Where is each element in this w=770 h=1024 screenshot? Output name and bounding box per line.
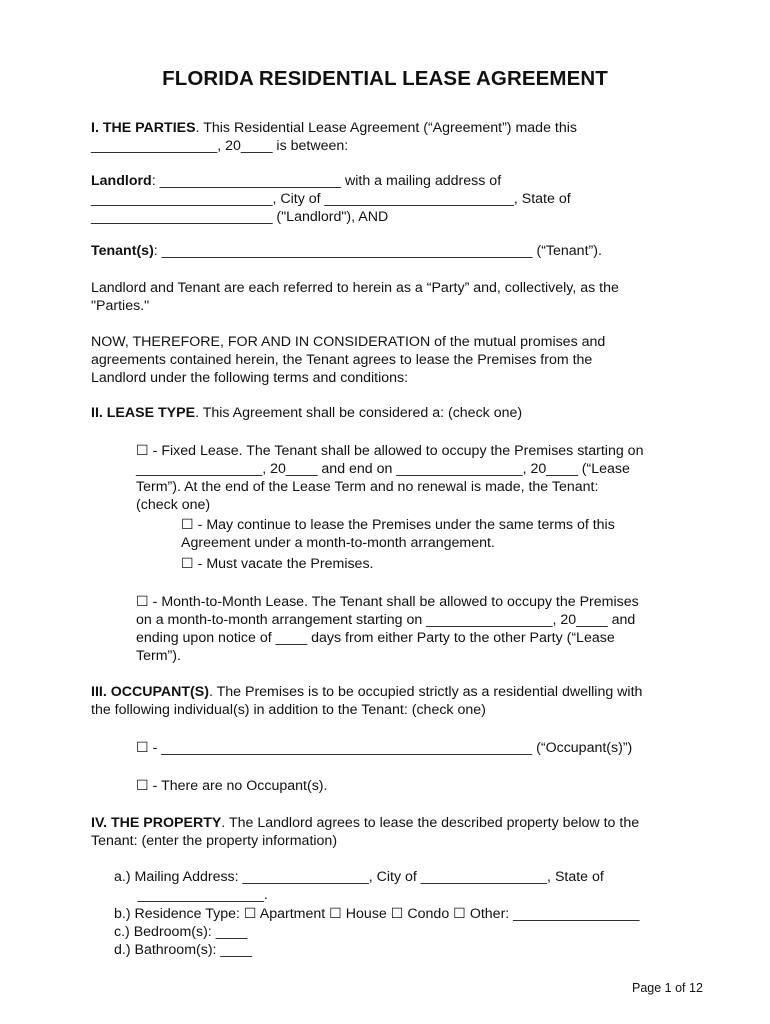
collective-line-1: Landlord and Tenant are each referred to herein as a “Party” and, collectively, as the [91,280,619,296]
mailing-address-field[interactable] [114,868,694,904]
no-occupants-line: ☐ - There are no Occupant(s). [136,778,328,794]
fixed-lease-line-2: ________________, 20____ and end on ________________, 20____ (“Lease [136,461,630,477]
consideration-line-2: agreements contained herein, the Tenant agrees to lease the Premises from the [91,352,593,368]
continue-lease-line-2: Agreement under a month-to-month arrangement. [181,535,495,551]
fixed-lease-line-3: Term”). At the end of the Lease Term and no renewal is made, the Tenant: [136,479,599,495]
lease-type-intro: . This Agreement shall be considered a: (check one) [195,405,523,421]
property-paragraph [91,814,691,850]
collective-line-2: "Parties." [91,298,150,314]
bathrooms-field[interactable]: d.) Bathroom(s): ____ [114,942,252,958]
mailing-address-line-2: ________________. [114,887,268,903]
parties-heading: I. THE PARTIES [91,120,196,136]
month-to-month-option[interactable] [136,593,696,665]
monthly-line-2: on a month-to-month arrangement starting on ________________, 20____ and [136,612,636,628]
fixed-lease-option[interactable] [136,442,696,514]
landlord-paragraph [91,172,691,226]
property-intro-2: Tenant: (enter the property information) [91,833,338,849]
collective-paragraph [91,279,691,315]
property-heading: IV. THE PROPERTY [91,815,222,831]
vacate-line: ☐ - Must vacate the Premises. [181,556,374,572]
continue-lease-option[interactable] [181,516,696,552]
continue-lease-line-1: ☐ - May continue to lease the Premises under the same terms of this [181,517,615,533]
lease-type-paragraph [91,404,691,422]
occupants-intro-2: the following individual(s) in addition to the Tenant: (check one) [91,702,486,718]
named-occupants-line: ☐ - _______________________________________________ (“Occupant(s)”) [136,740,633,756]
bedrooms-field[interactable]: c.) Bedroom(s): ____ [114,924,248,940]
occupants-paragraph [91,683,691,719]
landlord-label: Landlord [91,173,152,189]
document-title: FLORIDA RESIDENTIAL LEASE AGREEMENT [162,67,608,90]
page-number: Page 1 of 12 [632,981,703,995]
vacate-option[interactable] [181,555,696,573]
monthly-line-1: ☐ - Month-to-Month Lease. The Tenant shall be allowed to occupy the Premises [136,594,639,610]
parties-paragraph [91,119,691,155]
landlord-name-line: : _______________________ with a mailing address of [151,173,502,189]
named-occupants-option[interactable] [136,739,696,757]
no-occupants-option[interactable] [136,777,696,795]
agreement-date-line: ________________, 20____ is between: [91,138,349,154]
tenant-paragraph [91,242,691,260]
property-details-list [114,905,694,959]
residence-type-field[interactable]: b.) Residence Type: ☐ Apartment ☐ House ☐ Condo ☐ Other: ________________ [114,906,640,922]
monthly-line-4: Term”). [136,648,181,664]
property-intro-1: . The Landlord agrees to lease the described property below to the [221,815,640,831]
consideration-paragraph [91,333,691,387]
occupants-intro-1: . The Premises is to be occupied strictly as a residential dwelling with [208,684,643,700]
lease-type-heading: II. LEASE TYPE [91,405,196,421]
consideration-line-3: Landlord under the following terms and conditions: [91,370,409,386]
landlord-state-line: _______________________ ("Landlord"), AND [91,209,389,225]
consideration-line-1: NOW, THEREFORE, FOR AND IN CONSIDERATION of the mutual promises and [91,334,606,350]
tenant-name-line: : _______________________________________________ (“Tenant”). [153,243,602,259]
occupants-heading: III. OCCUPANT(S) [91,684,209,700]
monthly-line-3: ending upon notice of ____ days from either Party to the other Party (“Lease [136,630,615,646]
parties-intro: . This Residential Lease Agreement (“Agreement”) made this [195,120,577,136]
landlord-address-line: _______________________, City of ________________________, State of [91,191,571,207]
fixed-lease-line-4: (check one) [136,497,211,513]
tenant-label: Tenant(s) [91,243,154,259]
fixed-lease-line-1: ☐ - Fixed Lease. The Tenant shall be allowed to occupy the Premises starting on [136,443,644,459]
mailing-address-line-1: a.) Mailing Address: ________________, City of ________________, State of [114,869,604,885]
